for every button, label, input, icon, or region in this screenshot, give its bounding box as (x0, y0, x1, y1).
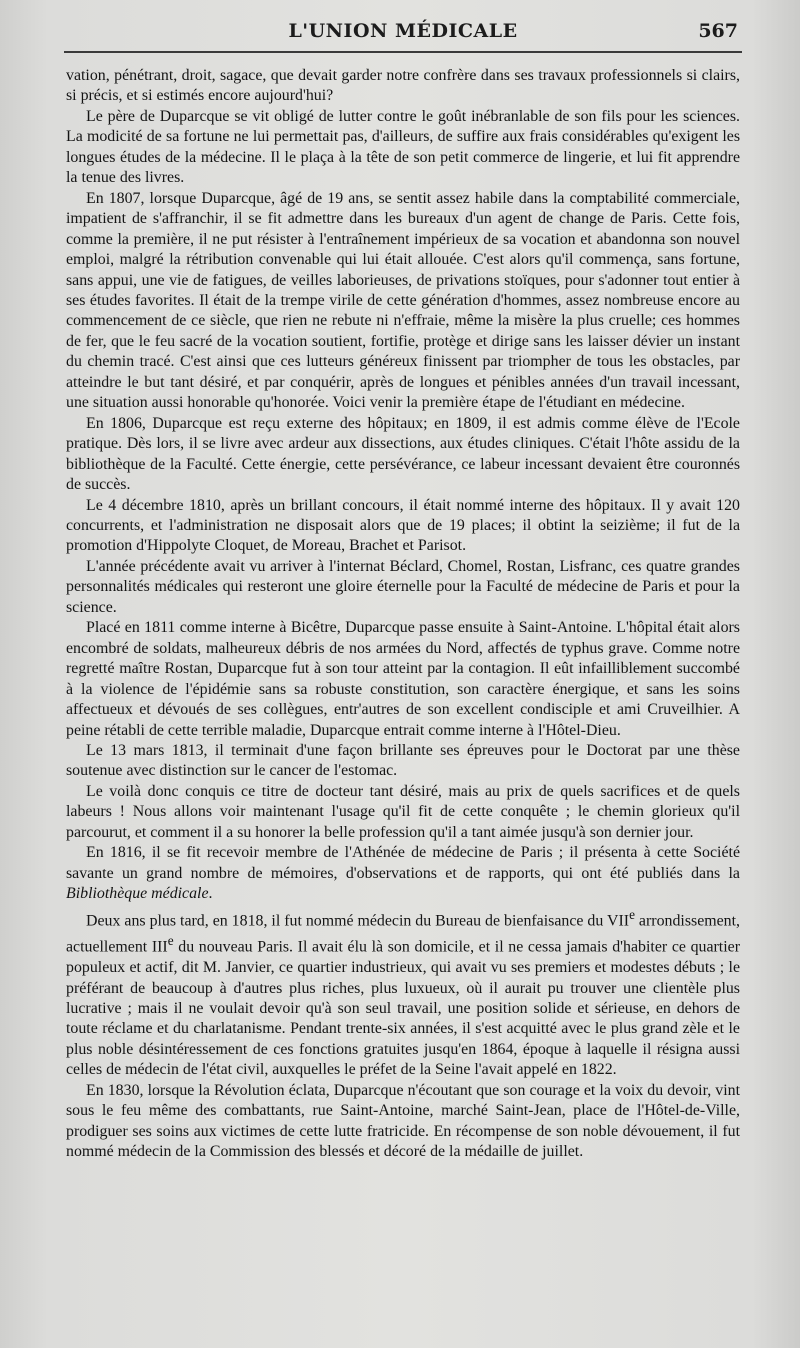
paragraph-11-rest: du nouveau Paris. Il avait élu là son domicile, et il ne cessa jamais d'habiter ce quartier populeux et actif, dit M. Janvier, ce quartier industrieux, qui avait vu ses premiers et modestes débuts ; le préférant de beaucoup à d'autres plus riches, plus luxueux, où il aurait pu trouver une clientèle plus lucrative ; mais il ne voulait devoir qu'à son seul travail, une position solide et sérieuse, en dehors de toute réclame et du charlatanisme. Pendant trente-six années, il s'est acquitté avec le plus grand zèle et le plus noble désintéressement de ces fonctions gratuites jusqu'en 1864, époque à laquelle il résigna aussi celles de médecin de l'état civil, auxquelles le préfet de la Seine l'avait appelé en 1822. (66, 938, 740, 1079)
page-number: 567 (698, 20, 738, 42)
paragraph-6: L'année précédente avait vu arriver à l'internat Béclard, Chomel, Rostan, Lisfranc, ces quatre grandes personnalités médicales qui resteront une gloire éternelle pour la Faculté de médecine de Paris et pour la science. (66, 557, 740, 616)
paragraph-2: Le père de Duparcque se vit obligé de lutter contre le goût inébranlable de son fils pour les sciences. La modicité de sa fortune ne lui permettait pas, d'ailleurs, de suffire aux frais considérables qu'exigent les longues études de la médecine. Il le plaça à la tête de son petit commerce de lingerie, et lui fit apprendre la tenue des livres. (66, 107, 740, 187)
paragraph-11 (66, 905, 740, 1081)
paragraph-3: En 1807, lorsque Duparcque, âgé de 19 ans, se sentit assez habile dans la comptabilité commerciale, impatient de s'affranchir, il se fit admettre dans les bureaux d'un agent de change de Paris. Cette fois, comme la première, il ne put résister à l'entraînement impérieux de sa vocation et abandonna son nouvel emploi, malgré la rétribution convenable qui lui était allouée. C'est alors qu'il commença, sans fortune, sans appui, une vie de fatigues, de veilles laborieuses, de privations stoïques, pour s'adonner tout entier à ses études favorites. Il était de la trempe virile de cette génération d'hommes, assez nombreuse encore au commencement de ce siècle, que rien ne rebute ni n'effraie, même la misère la plus cruelle; ces hommes de fer, que le feu sacré de la vocation soutient, fortifie, protège et dirige sans les laisser dévier un instant du chemin tracé. C'est ainsi que ces lutteurs généreux finissent par triompher de tous les obstacles, par atteindre le but tant désiré, et par conquérir, après de longues et pénibles années d'un travail incessant, une situation aussi honorable qu'honorée. Voici venir la première étape de l'étudiant en médecine. (66, 189, 740, 412)
paragraph-1: vation, pénétrant, droit, sagace, que devait garder notre confrère dans ses travaux professionnels si clairs, si précis, et si estimés encore aujourd'hui? (66, 67, 740, 105)
body-text (66, 66, 740, 1163)
paragraph-12: En 1830, lorsque la Révolution éclata, Duparcque n'écoutant que son courage et la voix du devoir, vint sous le feu même des combattants, rue Saint-Antoine, marché Saint-Jean, place de l'Hôtel-de-Ville, prodiguer ses soins aux victimes de cette lutte fratricide. En récompense de son noble dévouement, il fut nommé médecin de la Commission des blessés et décoré de la médaille de juillet. (66, 1081, 740, 1161)
journal-title: Bibliothèque médicale (66, 885, 209, 903)
paragraph-11-text: Deux ans plus tard, en 1818, il fut nommé médecin du Bureau de bienfaisance du VII (86, 911, 630, 929)
header-rule (64, 51, 742, 53)
page-header (66, 20, 740, 46)
paragraph-10 (66, 843, 740, 904)
paragraph-5: Le 4 décembre 1810, après un brillant concours, il était nommé interne des hôpitaux. Il y avait 120 concurrents, et l'administration ne disposait alors que de 19 places; il obtint la seizième; il fut de la promotion d'Hippolyte Cloquet, de Moreau, Brachet et Parisot. (66, 496, 740, 555)
paragraph-9: Le voilà donc conquis ce titre de docteur tant désiré, mais au prix de quels sacrifices et de quels labeurs ! Nous allons voir maintenant l'usage qu'il fit de cette conquête ; le chemin glorieux qu'il parcourut, et comment il a su honorer la belle profession qu'il a tant aimée jusqu'à son dernier jour. (66, 782, 740, 841)
paragraph-11-middle: arrondissement, actuellement III (66, 911, 740, 956)
paragraph-4: En 1806, Duparcque est reçu externe des hôpitaux; en 1809, il est admis comme élève de l'Ecole pratique. Dès lors, il se livre avec ardeur aux dissections, aux études cliniques. C'était l'hôte assidu de la bibliothèque de la Faculté. Cette énergie, cette persévérance, ce labeur incessant devaient être couronnés de succès. (66, 414, 740, 494)
paragraph-10-text: En 1816, il se fit recevoir membre de l'Athénée de médecine de Paris ; il présenta à cette Société savante un grand nombre de mémoires, d'observations et de rapports, qui ont été publiés dans la (66, 844, 740, 882)
superscript-e: e (629, 906, 635, 922)
paragraph-10-end: . (208, 885, 213, 903)
superscript-e-2: e (167, 933, 174, 949)
running-title: L'UNION MÉDICALE (288, 20, 518, 42)
paragraph-7: Placé en 1811 comme interne à Bicêtre, Duparcque passe ensuite à Saint-Antoine. L'hôpital était alors encombré de soldats, malheureux débris de nos armées du Nord, affectés de typhus grave. Comme notre regretté maître Rostan, Duparcque fut à son tour atteint par la contagion. Il eût infailliblement succombé à la violence de l'épidémie sans sa robuste constitution, son caractère énergique, et sans les soins affectueux et dévoués de ses collègues, entr'autres de son excellent condisciple et ami Cruveilhier. A peine rétabli de cette terrible maladie, Duparcque entrait comme interne à l'Hôtel-Dieu. (66, 619, 740, 739)
paragraph-8: Le 13 mars 1813, il terminait d'une façon brillante ses épreuves pour le Doctorat par une thèse soutenue avec distinction sur le cancer de l'estomac. (66, 741, 740, 780)
